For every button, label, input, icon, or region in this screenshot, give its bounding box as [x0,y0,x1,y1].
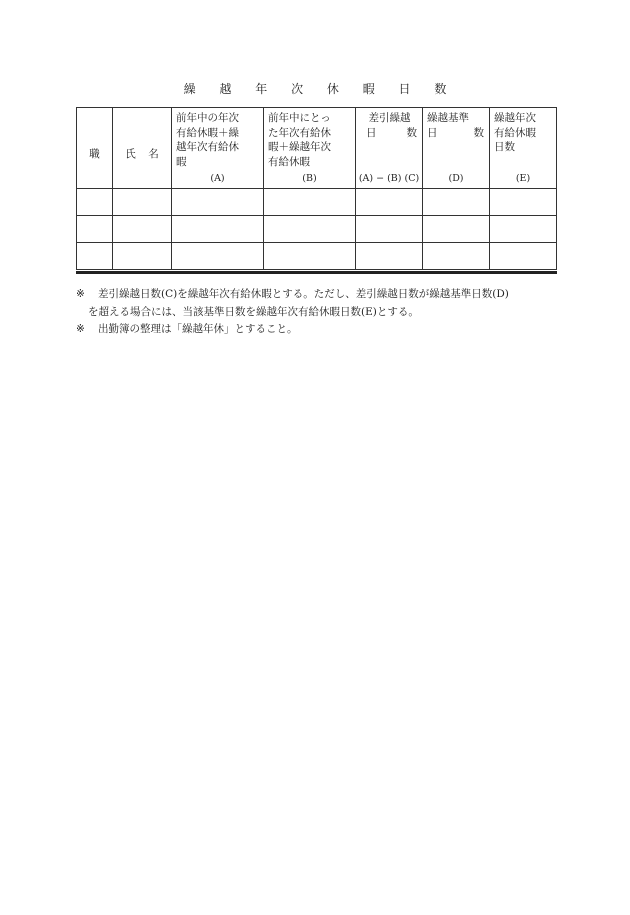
header-col-a-line: 前年中の年次 [176,112,239,124]
header-col-c-line2a: 日 [366,126,377,139]
table-cell [490,243,557,270]
table-header-row [77,108,557,189]
carryover-leave-table [76,107,557,270]
note-2-text: 出勤簿の整理は「繰越年休」とすること。 [98,323,298,335]
header-col-c-line2b: 数 [406,126,417,139]
header-col-a-line: 有給休暇＋繰 [176,126,239,139]
notes [76,286,566,339]
note-1 [76,286,566,304]
header-col-a-line: 越年次有給休 [176,141,239,153]
table-cell [264,189,356,216]
header-col-b-line: た年次有給休 [268,126,331,139]
table-cell [172,189,264,216]
table-cell [264,243,356,270]
table-cell [423,216,490,243]
table-cell [423,243,490,270]
header-job [77,108,113,189]
header-col-c [356,108,423,189]
header-name [113,108,172,189]
header-col-b [264,108,356,189]
header-col-a-sub: (A) [210,173,225,184]
header-col-c-line: 差引繰越 [368,112,411,124]
table-cell [113,216,172,243]
note-1-line1: 差引繰越日数(C)を繰越年次有給休暇とする。ただし、差引繰越日数が繰越基準日数(D) [98,288,509,300]
header-name-label-b: 名 [148,148,159,160]
table-cell [356,243,423,270]
header-col-e [490,108,557,189]
header-col-b-line: 有給休暇 [268,155,310,168]
header-col-a [172,108,264,189]
page-title: 繰 越 年 次 休 暇 日 数 [183,82,457,96]
table-row [77,216,557,243]
table-bottom-rule [76,271,557,274]
header-col-d-line2a: 日 [427,126,438,139]
header-col-d-line: 繰越基準 [427,112,469,124]
table-cell [77,216,113,243]
header-col-b-line: 暇＋繰越年次 [268,141,331,153]
table-cell [264,216,356,243]
table-cell [423,189,490,216]
header-col-e-line: 繰越年次 [494,112,536,124]
note-2 [76,321,566,339]
note-1-mark: ※ [76,288,85,300]
header-col-e-line: 有給休暇 [494,126,536,139]
table-cell [113,189,172,216]
table-cell [77,189,113,216]
header-col-d-line2b: 数 [473,126,484,139]
header-col-b-sub: (B) [302,173,317,184]
table-cell [113,243,172,270]
header-name-label-a: 氏 [125,148,136,160]
header-job-label: 職 [89,148,100,160]
note-2-mark: ※ [76,323,85,335]
header-col-d [423,108,490,189]
header-col-c-sub: (A) − (B) (C) [358,173,420,184]
table-cell [356,216,423,243]
table-cell [172,216,264,243]
table-cell [490,189,557,216]
header-col-d-sub: (D) [448,173,464,184]
header-col-b-line: 前年中にとっ [268,112,331,124]
table-row [77,189,557,216]
note-1-line2: を超える場合には、当該基準日数を繰越年次有給休暇日数(E)とする。 [88,305,419,318]
table-cell [490,216,557,243]
header-col-e-sub: (E) [515,173,531,184]
table-cell [356,189,423,216]
table-cell [77,243,113,270]
table-row [77,243,557,270]
table-cell [172,243,264,270]
header-col-e-line: 日数 [494,141,515,153]
header-col-a-line: 暇 [176,155,187,168]
